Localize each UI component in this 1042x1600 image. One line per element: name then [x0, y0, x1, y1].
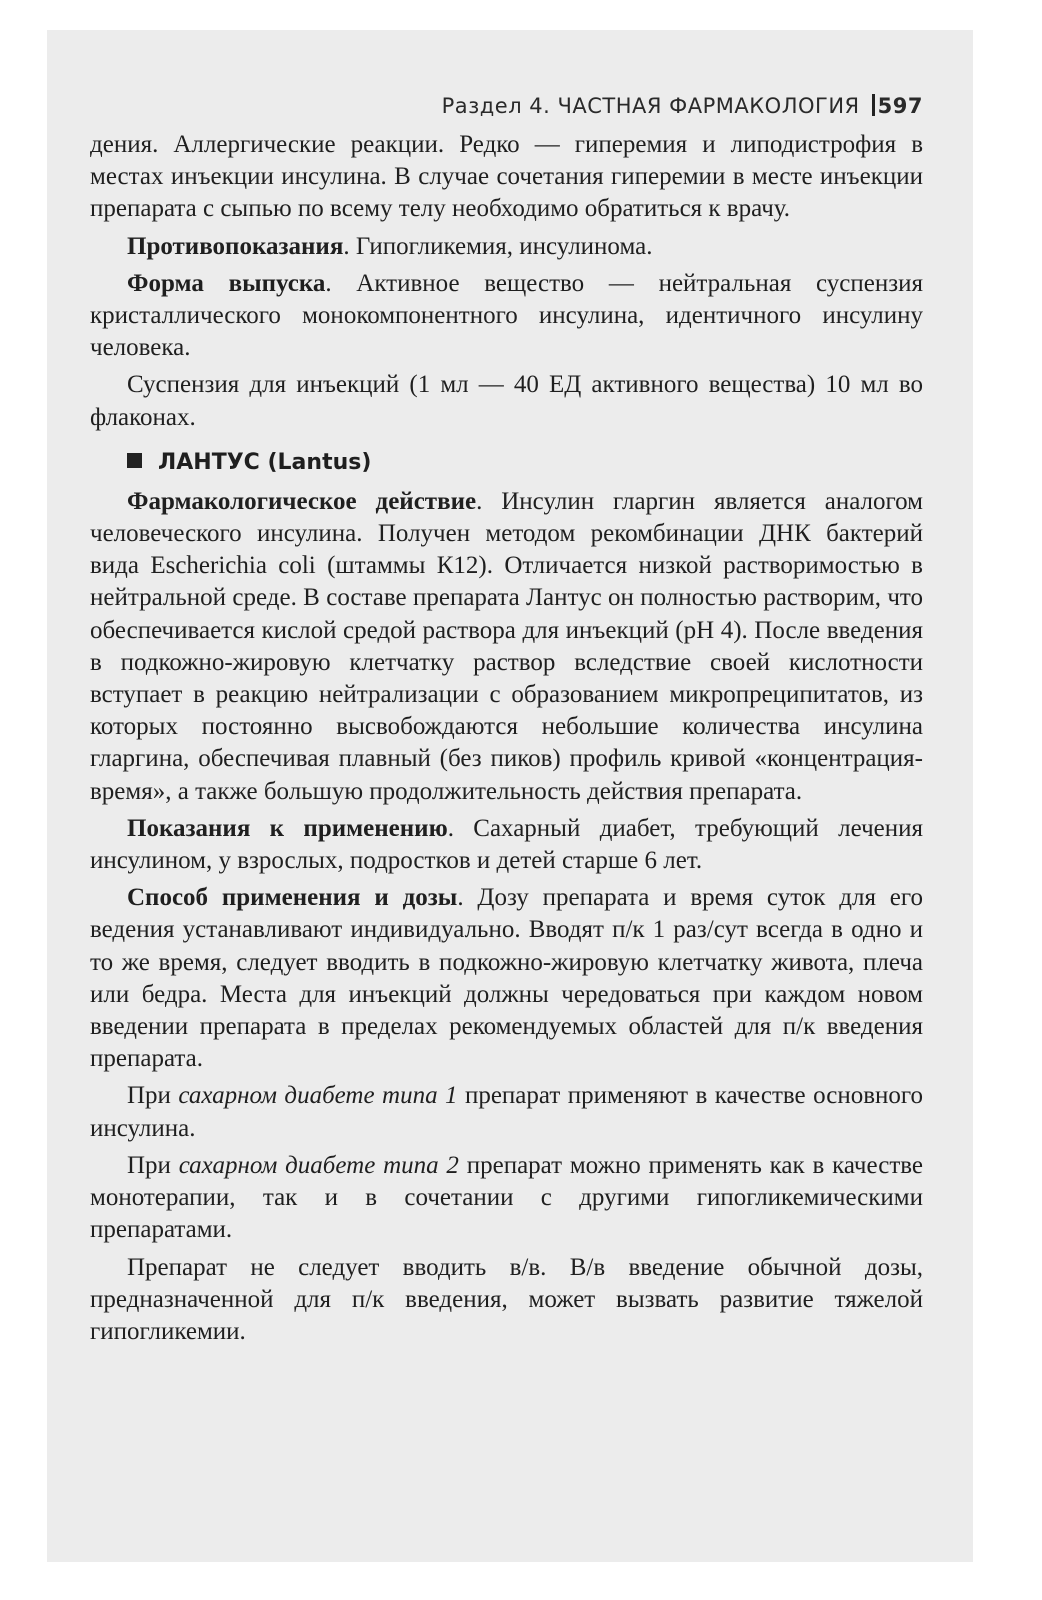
paragraph-text: При: [127, 1151, 179, 1179]
page-number: 597: [877, 94, 923, 118]
square-bullet-icon: [127, 453, 142, 468]
paragraph-text: . Активное вещество — нейтральная суспензия кристаллического монокомпонентного инсулина, идентичного инсулину человека.: [90, 269, 923, 362]
page-content: [90, 90, 923, 1348]
paragraph-text: . Инсулин гларгин является аналогом человеческого инсулина. Получен методом рекомбинации ДНК бактерий вида Escherichia coli (штаммы К12). Отличается низкой растворимостью в нейтральной среде. В составе препарата Лантус он полностью растворим, что обеспечивается кислой средой раствора для инъекций (pH 4). После введения в подкожно-жировую клетчатку раствор вследствие своей кислотности вступает в реакцию нейтрализации с образованием микропреципитатов, из которых постоянно высвобождаются небольшие количества инсулина гларгина, обеспечивая плавный (без пиков) профиль кривой «концентрация-время», а также большую продолжительность действия препарата.: [90, 487, 923, 805]
running-header: [90, 90, 923, 122]
paragraph-suspension: [90, 369, 923, 433]
section-heading-text: ЛАНТУС (Lantus): [158, 449, 372, 475]
paragraph-emphasis: сахарном диабете типа 2: [178, 1151, 459, 1179]
paragraph-text: . Сахарный диабет, требующий лечения инсулином, у взрослых, подростков и детей старше 6 лет.: [90, 814, 923, 875]
paragraph-text: дения. Аллергические реакции. Редко — гиперемия и липодистрофия в местах инъекции инсулина. В случае сочетания гиперемии в месте инъекции препарата с сыпью по всему телу необходимо обратиться к врачу.: [90, 131, 923, 223]
paragraph-contraindications: [90, 231, 923, 263]
paragraph-iv-warning: [90, 1252, 923, 1349]
paragraph-dosage: [90, 882, 923, 1075]
paragraph-release-form: [90, 268, 923, 365]
paragraph-text: . Гипогликемия, инсулинома.: [343, 232, 653, 260]
paragraph-text: препарат применяют в качестве основного инсулина.: [90, 1082, 924, 1142]
paragraph-label: Способ применения и дозы: [127, 884, 458, 912]
paragraph-indications: [90, 813, 923, 877]
paragraph-pharmacological-action: [90, 486, 923, 808]
section-heading-lantus: [90, 446, 923, 480]
paragraph-label: Форма выпуска: [127, 269, 326, 297]
header-divider: [872, 94, 875, 116]
paragraph-text: Препарат не следует вводить в/в. В/в введение обычной дозы, предназначенной для п/к введения, может вызвать развитие тяжелой гипогликемии.: [90, 1253, 923, 1345]
paragraph-emphasis: сахарном диабете типа 1: [178, 1082, 458, 1110]
paragraph-label: Показания к применению: [127, 814, 448, 842]
page-scan: [47, 30, 973, 1562]
paragraph-text: Суспензия для инъекций (1 мл — 40 ЕД активного вещества) 10 мл во флаконах.: [90, 371, 923, 431]
paragraph-text: препарат можно применять как в качестве монотерапии, так и в сочетании с другими гипогликемическими препаратами.: [90, 1151, 923, 1244]
header-section-title: Раздел 4. ЧАСТНАЯ ФАРМАКОЛОГИЯ: [441, 94, 860, 118]
paragraph-text: . Дозу препарата и время суток для его ведения устанавливают индивидуально. Вводят п/к 1 раз/сут всегда в одно и то же время, следует вводить в подкожно-жировую клетчатку живота, плеча или бедра. Места для инъекций должны чередоваться при каждом новом введении препарата в пределах рекомендуемых областей для п/к введения препарата.: [90, 884, 924, 1073]
paragraph-type1-diabetes: [90, 1080, 923, 1144]
paragraph-side-effects-cont: [90, 129, 923, 226]
paragraph-label: Противопоказания: [127, 232, 344, 260]
paragraph-type2-diabetes: [90, 1150, 923, 1247]
paragraph-label: Фармакологическое действие: [127, 487, 477, 515]
paragraph-text: При: [127, 1082, 179, 1110]
